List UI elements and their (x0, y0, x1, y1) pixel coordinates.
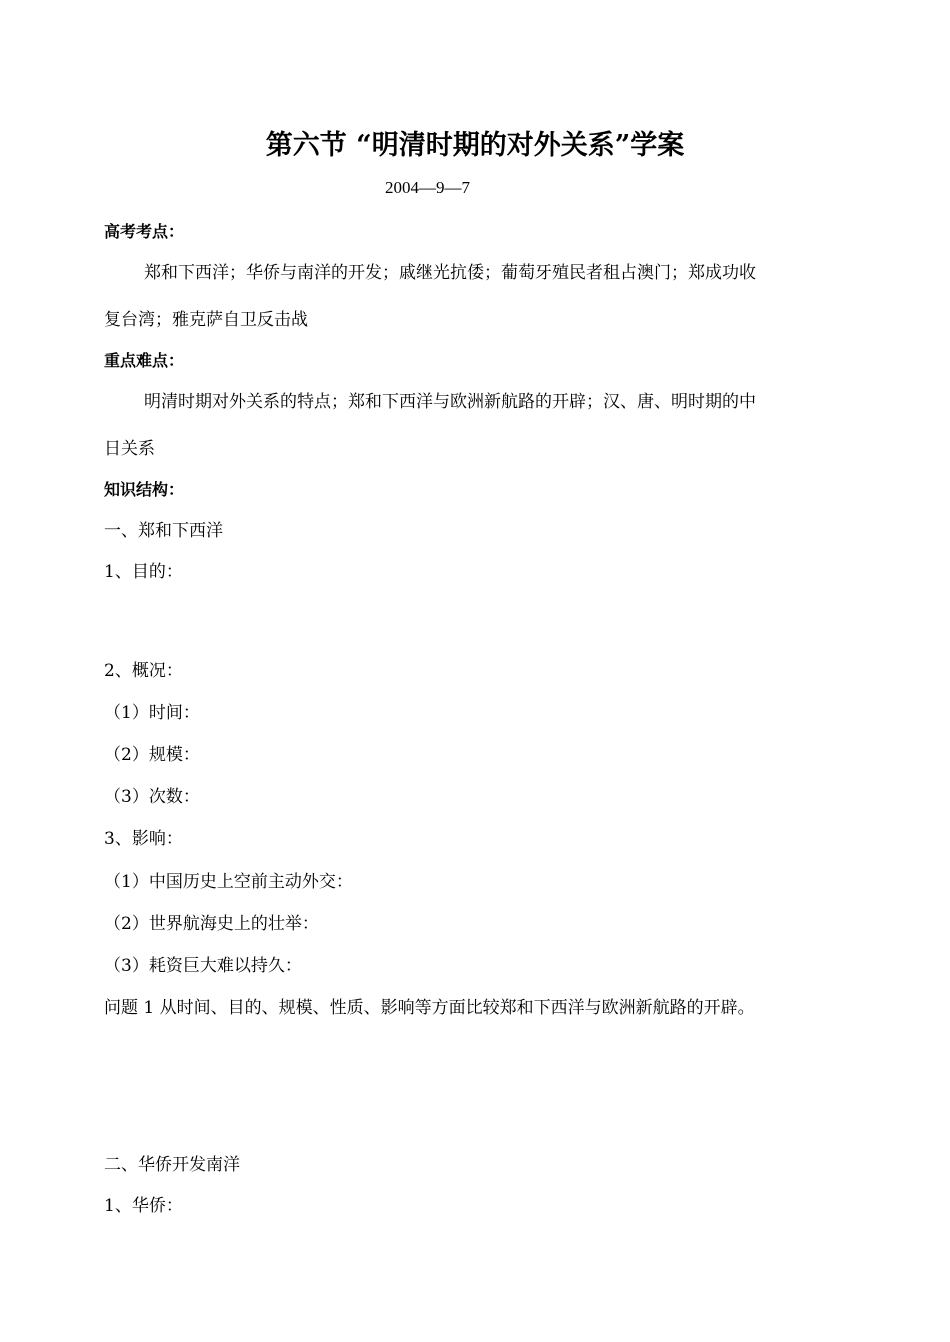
exam-points-text-line-1: 郑和下西洋；华侨与南洋的开发；戚继光抗倭；葡萄牙殖民者租占澳门；郑成功收 (144, 263, 756, 283)
knowledge-structure-heading: 知识结构： (104, 480, 185, 499)
part1-overview-time: （1）时间： (104, 703, 200, 723)
question-1: 问题 1 从时间、目的、规模、性质、影响等方面比较郑和下西洋与欧洲新航路的开辟。 (104, 998, 755, 1018)
exam-points-heading: 高考考点： (104, 222, 185, 241)
exam-points-text-line-2: 复台湾；雅克萨自卫反击战 (104, 310, 308, 330)
part1-influence-navigation: （2）世界航海史上的壮举： (104, 914, 319, 934)
part1-influence-cost: （3）耗资巨大难以持久： (104, 956, 302, 976)
part2-item-overseas-chinese: 1、华侨： (104, 1196, 183, 1216)
document-title: 第六节 “明清时期的对外关系”学案 (265, 130, 685, 161)
key-points-text-line-2: 日关系 (104, 439, 155, 459)
part1-item-overview: 2、概况： (104, 661, 183, 681)
part1-title: 一、郑和下西洋 (104, 521, 223, 541)
part1-item-purpose: 1、目的： (104, 562, 183, 582)
part2-title: 二、华侨开发南洋 (104, 1155, 240, 1175)
key-points-heading: 重点难点： (104, 351, 185, 370)
part1-overview-scale: （2）规模： (104, 745, 200, 765)
part1-influence-diplomacy: （1）中国历史上空前主动外交： (104, 872, 353, 892)
key-points-text-line-1: 明清时期对外关系的特点；郑和下西洋与欧洲新航路的开辟；汉、唐、明时期的中 (144, 392, 756, 412)
part1-item-influence: 3、影响： (104, 829, 183, 849)
part1-overview-count: （3）次数： (104, 787, 200, 807)
document-date: 2004—9—7 (385, 178, 470, 197)
